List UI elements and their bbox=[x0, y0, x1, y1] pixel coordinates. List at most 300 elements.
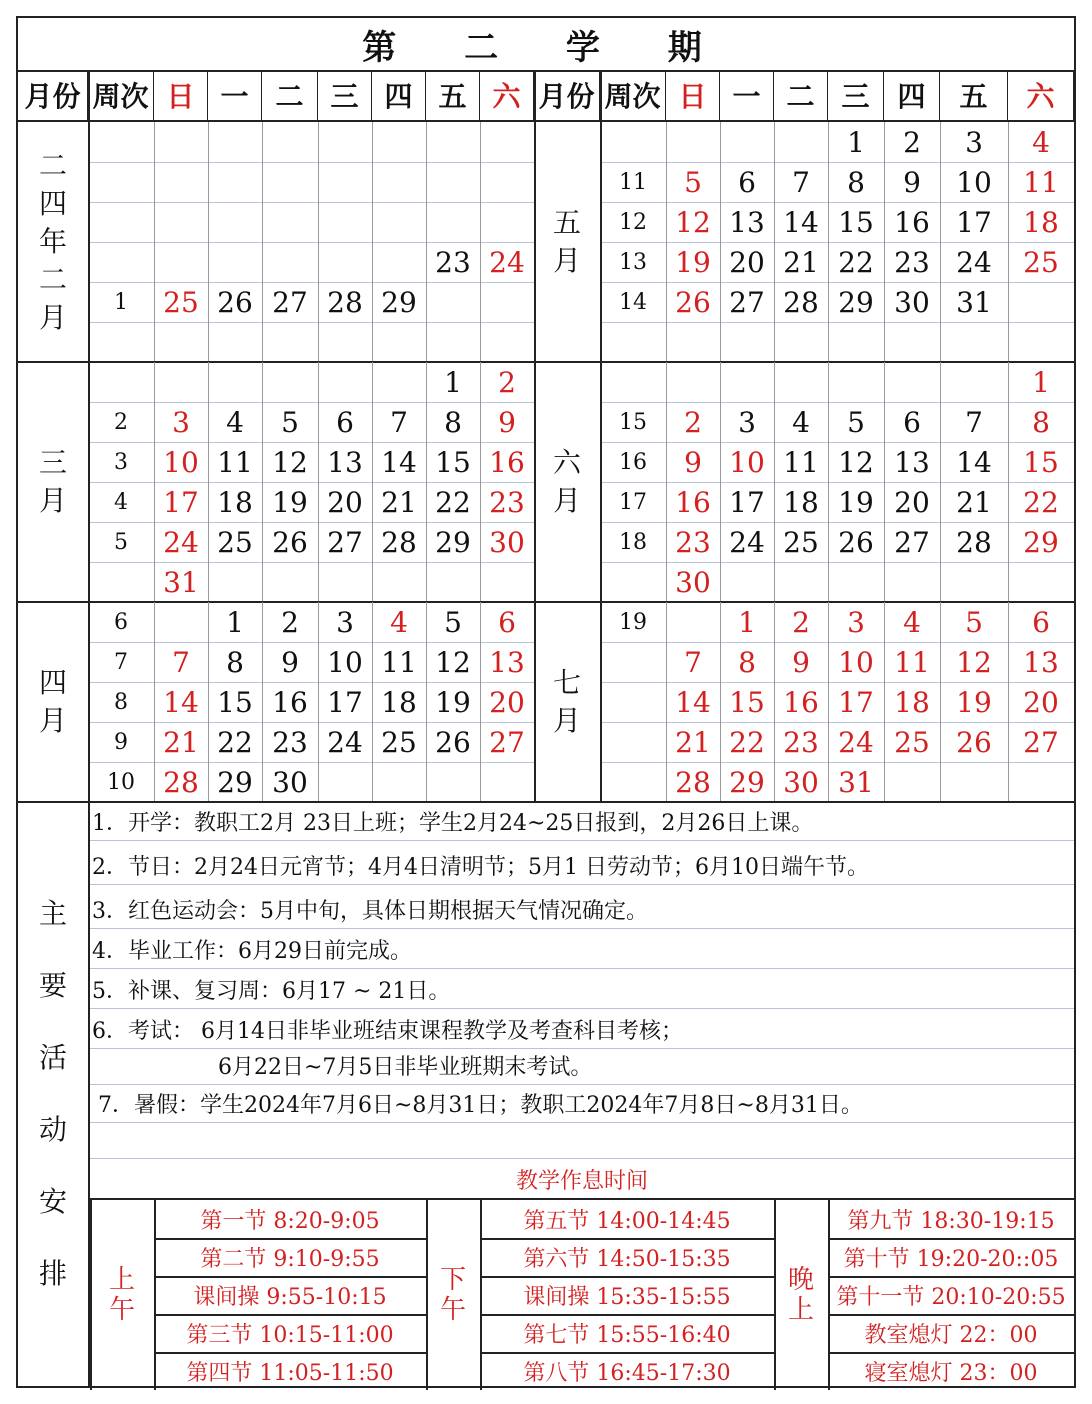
month-label-char: 七 bbox=[552, 666, 581, 699]
week-number: 12 bbox=[619, 209, 647, 235]
day-cell bbox=[154, 322, 208, 362]
day-cell: 25 bbox=[217, 525, 253, 559]
day-cell bbox=[208, 202, 262, 242]
week-number: 9 bbox=[114, 729, 128, 755]
schedule-entry: 第九节 18:30-19:15 bbox=[847, 1208, 1055, 1234]
day-cell: 17 bbox=[327, 685, 363, 719]
day-cell bbox=[262, 202, 318, 242]
day-cell: 11 bbox=[783, 445, 819, 479]
day-cell: 29 bbox=[217, 765, 253, 799]
week-number bbox=[88, 322, 154, 362]
grid-line bbox=[534, 362, 536, 602]
day-cell: 10 bbox=[163, 445, 199, 479]
day-cell bbox=[720, 362, 774, 402]
grid-line bbox=[154, 1352, 426, 1354]
day-cell bbox=[480, 162, 534, 202]
grid-line bbox=[18, 801, 1074, 803]
day-cell: 22 bbox=[838, 245, 874, 279]
day-cell bbox=[480, 202, 534, 242]
day-cell bbox=[372, 562, 426, 602]
day-cell: 15 bbox=[1023, 445, 1059, 479]
week-number: 17 bbox=[619, 489, 647, 515]
day-cell bbox=[262, 242, 318, 282]
day-cell: 29 bbox=[838, 285, 874, 319]
grid-line bbox=[666, 122, 667, 362]
day-cell: 27 bbox=[272, 285, 308, 319]
day-cell: 30 bbox=[675, 565, 711, 599]
grid-line bbox=[600, 682, 1074, 683]
day-cell: 6 bbox=[903, 405, 921, 439]
grid-line bbox=[600, 122, 602, 362]
grid-line bbox=[720, 122, 721, 362]
day-cell: 17 bbox=[838, 685, 874, 719]
day-cell bbox=[426, 762, 480, 802]
grid-line bbox=[90, 928, 1074, 929]
grid-line bbox=[600, 602, 602, 802]
schedule-entry: 第一节 8:20-9:05 bbox=[200, 1208, 380, 1234]
day-cell: 22 bbox=[729, 725, 765, 759]
header-day-left-4: 四 bbox=[372, 70, 426, 122]
week-number bbox=[600, 722, 666, 762]
day-cell bbox=[372, 762, 426, 802]
month-label-char: 月 bbox=[552, 704, 581, 737]
grid-line bbox=[480, 122, 481, 362]
day-cell bbox=[372, 362, 426, 402]
day-cell bbox=[720, 122, 774, 162]
day-cell: 10 bbox=[327, 645, 363, 679]
day-cell: 23 bbox=[675, 525, 711, 559]
day-cell: 16 bbox=[894, 205, 930, 239]
activities-label-char: 主 bbox=[38, 897, 67, 930]
month-label-char: 五 bbox=[552, 206, 581, 239]
day-cell: 23 bbox=[435, 245, 471, 279]
header-day-left-1: 一 bbox=[208, 70, 262, 122]
grid-line bbox=[262, 362, 263, 602]
grid-line bbox=[372, 602, 373, 802]
day-cell: 1 bbox=[738, 605, 756, 639]
day-cell bbox=[426, 162, 480, 202]
day-cell bbox=[1008, 282, 1074, 322]
grid-line bbox=[600, 70, 602, 122]
grid-line bbox=[426, 602, 427, 802]
day-cell: 27 bbox=[489, 725, 525, 759]
week-number: 18 bbox=[619, 529, 647, 555]
month-label-char: 二 bbox=[38, 149, 67, 182]
day-cell: 27 bbox=[729, 285, 765, 319]
day-cell: 18 bbox=[894, 685, 930, 719]
grid-line bbox=[828, 1276, 1074, 1278]
day-cell: 10 bbox=[956, 165, 992, 199]
day-cell: 11 bbox=[217, 445, 253, 479]
day-cell: 1 bbox=[847, 125, 865, 159]
day-cell bbox=[720, 562, 774, 602]
day-cell: 7 bbox=[684, 645, 702, 679]
day-cell bbox=[940, 762, 1008, 802]
schedule-entry: 第二节 9:10-9:55 bbox=[200, 1246, 380, 1272]
day-cell bbox=[1008, 762, 1074, 802]
header-day-right-6: 六 bbox=[1008, 70, 1074, 122]
grid-line bbox=[318, 602, 319, 802]
grid-line bbox=[90, 968, 1074, 969]
day-cell: 15 bbox=[435, 445, 471, 479]
day-cell bbox=[666, 122, 720, 162]
header-day-left-0: 日 bbox=[154, 70, 208, 122]
activity-note: 5．补课、复习周：6月17 ~ 21日。 bbox=[92, 979, 451, 1004]
schedule-entry: 寝室熄灯 23：00 bbox=[864, 1360, 1038, 1386]
day-cell: 15 bbox=[217, 685, 253, 719]
grid-line bbox=[720, 602, 721, 802]
grid-line bbox=[666, 602, 667, 802]
week-number bbox=[88, 162, 154, 202]
day-cell: 7 bbox=[792, 165, 810, 199]
week-number bbox=[600, 122, 666, 162]
month-label-char: 年 bbox=[38, 225, 67, 258]
day-cell: 24 bbox=[327, 725, 363, 759]
week-number bbox=[88, 242, 154, 282]
month-label-char: 月 bbox=[38, 301, 67, 334]
schedule-label-char: 上 bbox=[108, 1265, 135, 1295]
day-cell: 13 bbox=[327, 445, 363, 479]
day-cell: 2 bbox=[281, 605, 299, 639]
schedule-entry: 课间操 15:35-15:55 bbox=[523, 1284, 731, 1310]
day-cell bbox=[208, 242, 262, 282]
day-cell: 28 bbox=[163, 765, 199, 799]
page-title: 第 二 学 期 bbox=[18, 18, 1074, 72]
day-cell bbox=[208, 322, 262, 362]
day-cell bbox=[262, 562, 318, 602]
day-cell: 28 bbox=[381, 525, 417, 559]
month-label-right-0 bbox=[534, 122, 600, 362]
day-cell: 14 bbox=[956, 445, 992, 479]
day-cell bbox=[318, 122, 372, 162]
day-cell: 13 bbox=[894, 445, 930, 479]
day-cell: 19 bbox=[675, 245, 711, 279]
grid-line bbox=[88, 362, 90, 602]
day-cell: 19 bbox=[838, 485, 874, 519]
day-cell bbox=[666, 322, 720, 362]
day-cell bbox=[666, 362, 720, 402]
activity-note: 7．暑假：学生2024年7月6日~8月31日；教职工2024年7月8日~8月31日。 bbox=[98, 1093, 863, 1118]
day-cell: 26 bbox=[435, 725, 471, 759]
grid-line bbox=[828, 1352, 1074, 1354]
day-cell bbox=[480, 282, 534, 322]
day-cell bbox=[480, 122, 534, 162]
grid-line bbox=[600, 362, 602, 602]
day-cell bbox=[774, 362, 828, 402]
week-number: 4 bbox=[114, 489, 128, 515]
month-label-left-2 bbox=[18, 602, 88, 802]
day-cell: 5 bbox=[847, 405, 865, 439]
day-cell bbox=[426, 202, 480, 242]
day-cell: 14 bbox=[163, 685, 199, 719]
week-number: 7 bbox=[114, 649, 128, 675]
day-cell: 28 bbox=[327, 285, 363, 319]
grid-line bbox=[480, 1276, 774, 1278]
grid-line bbox=[88, 70, 90, 122]
day-cell: 6 bbox=[1032, 605, 1050, 639]
schedule-label-char: 午 bbox=[439, 1295, 466, 1325]
header-day-right-4: 四 bbox=[884, 70, 940, 122]
day-cell: 28 bbox=[956, 525, 992, 559]
day-cell: 24 bbox=[838, 725, 874, 759]
day-cell: 11 bbox=[1023, 165, 1059, 199]
day-cell: 28 bbox=[675, 765, 711, 799]
grid-line bbox=[88, 602, 90, 802]
day-cell: 8 bbox=[847, 165, 865, 199]
day-cell bbox=[372, 202, 426, 242]
day-cell bbox=[154, 242, 208, 282]
month-label-char: 六 bbox=[552, 446, 581, 479]
grid-line bbox=[534, 602, 536, 802]
grid-line bbox=[90, 1048, 1074, 1049]
day-cell bbox=[208, 362, 262, 402]
grid-line bbox=[828, 362, 829, 602]
day-cell bbox=[208, 162, 262, 202]
grid-line bbox=[600, 202, 1074, 203]
day-cell: 31 bbox=[956, 285, 992, 319]
day-cell: 30 bbox=[894, 285, 930, 319]
day-cell: 29 bbox=[1023, 525, 1059, 559]
header-day-left-3: 三 bbox=[318, 70, 372, 122]
schedule-entry: 课间操 9:55-10:15 bbox=[193, 1284, 387, 1310]
grid-line bbox=[154, 602, 155, 802]
schedule-entry: 第十节 19:20-20::05 bbox=[843, 1246, 1059, 1272]
header-week-left: 周次 bbox=[88, 70, 154, 122]
day-cell: 1 bbox=[226, 605, 244, 639]
schedule-entry: 第十一节 20:10-20:55 bbox=[836, 1284, 1066, 1310]
day-cell: 18 bbox=[381, 685, 417, 719]
week-number bbox=[600, 682, 666, 722]
day-cell: 3 bbox=[172, 405, 190, 439]
schedule-entry: 教室熄灯 22：00 bbox=[864, 1322, 1038, 1348]
grid-line bbox=[600, 482, 1074, 483]
grid-line bbox=[534, 70, 536, 122]
week-number: 2 bbox=[114, 409, 128, 435]
day-cell: 10 bbox=[838, 645, 874, 679]
day-cell: 12 bbox=[272, 445, 308, 479]
month-label-char: 四 bbox=[38, 666, 67, 699]
day-cell: 26 bbox=[675, 285, 711, 319]
day-cell: 12 bbox=[435, 645, 471, 679]
day-cell bbox=[884, 362, 940, 402]
day-cell: 6 bbox=[498, 605, 516, 639]
day-cell: 9 bbox=[792, 645, 810, 679]
day-cell: 26 bbox=[272, 525, 308, 559]
activities-label-char: 排 bbox=[38, 1257, 67, 1290]
day-cell bbox=[154, 202, 208, 242]
day-cell bbox=[884, 562, 940, 602]
activities-label-char: 安 bbox=[38, 1185, 67, 1218]
day-cell bbox=[774, 322, 828, 362]
day-cell: 4 bbox=[226, 405, 244, 439]
week-number bbox=[600, 322, 666, 362]
week-number bbox=[88, 202, 154, 242]
day-cell: 20 bbox=[1023, 685, 1059, 719]
activities-label-char: 活 bbox=[38, 1041, 67, 1074]
schedule-label-char: 下 bbox=[439, 1265, 466, 1295]
day-cell: 8 bbox=[444, 405, 462, 439]
activity-note: 6月22日~7月5日非毕业班期末考试。 bbox=[218, 1055, 593, 1080]
day-cell: 21 bbox=[381, 485, 417, 519]
grid-line bbox=[480, 1352, 774, 1354]
schedule-afternoon-label bbox=[426, 1200, 480, 1390]
day-cell: 18 bbox=[783, 485, 819, 519]
day-cell bbox=[208, 122, 262, 162]
day-cell: 23 bbox=[489, 485, 525, 519]
day-cell: 27 bbox=[894, 525, 930, 559]
day-cell: 7 bbox=[390, 405, 408, 439]
grid-line bbox=[88, 122, 90, 362]
day-cell: 22 bbox=[217, 725, 253, 759]
day-cell: 15 bbox=[838, 205, 874, 239]
week-number: 15 bbox=[619, 409, 647, 435]
grid-line bbox=[1008, 122, 1009, 362]
grid-line bbox=[720, 362, 721, 602]
day-cell: 24 bbox=[956, 245, 992, 279]
header-day-right-2: 二 bbox=[774, 70, 828, 122]
day-cell: 17 bbox=[163, 485, 199, 519]
day-cell bbox=[318, 762, 372, 802]
week-number bbox=[88, 562, 154, 602]
day-cell: 19 bbox=[435, 685, 471, 719]
day-cell: 20 bbox=[327, 485, 363, 519]
day-cell bbox=[262, 362, 318, 402]
day-cell bbox=[940, 562, 1008, 602]
day-cell: 8 bbox=[1032, 405, 1050, 439]
schedule-label-char: 上 bbox=[787, 1295, 814, 1325]
header-day-right-1: 一 bbox=[720, 70, 774, 122]
grid-line bbox=[774, 122, 775, 362]
grid-line bbox=[600, 442, 1074, 443]
header-week-right: 周次 bbox=[600, 70, 666, 122]
grid-line bbox=[828, 122, 829, 362]
day-cell bbox=[480, 762, 534, 802]
grid-line bbox=[208, 602, 209, 802]
activity-note: 1．开学：教职工2月 23日上班；学生2月24~25日报到，2月26日上课。 bbox=[92, 811, 814, 836]
day-cell: 27 bbox=[327, 525, 363, 559]
day-cell bbox=[480, 562, 534, 602]
week-number bbox=[88, 122, 154, 162]
day-cell: 30 bbox=[783, 765, 819, 799]
week-number bbox=[600, 642, 666, 682]
grid-line bbox=[940, 122, 941, 362]
day-cell: 12 bbox=[956, 645, 992, 679]
day-cell: 5 bbox=[684, 165, 702, 199]
header-day-right-5: 五 bbox=[940, 70, 1008, 122]
day-cell bbox=[828, 322, 884, 362]
day-cell: 19 bbox=[272, 485, 308, 519]
schedule-evening-label bbox=[774, 1200, 828, 1390]
grid-line bbox=[600, 722, 1074, 723]
day-cell: 16 bbox=[489, 445, 525, 479]
grid-line bbox=[774, 362, 775, 602]
day-cell bbox=[318, 202, 372, 242]
day-cell: 29 bbox=[381, 285, 417, 319]
header-month-left: 月份 bbox=[18, 70, 88, 122]
grid-line bbox=[534, 122, 536, 362]
day-cell bbox=[154, 362, 208, 402]
day-cell: 1 bbox=[444, 365, 462, 399]
grid-line bbox=[318, 122, 319, 362]
day-cell: 20 bbox=[729, 245, 765, 279]
schedule-morning-label bbox=[90, 1200, 154, 1390]
week-number bbox=[600, 562, 666, 602]
day-cell: 11 bbox=[894, 645, 930, 679]
month-label-char: 月 bbox=[38, 484, 67, 517]
schedule-label-char: 晚 bbox=[787, 1265, 814, 1295]
day-cell: 31 bbox=[838, 765, 874, 799]
grid-line bbox=[828, 602, 829, 802]
grid-line bbox=[90, 1084, 1074, 1085]
day-cell bbox=[426, 562, 480, 602]
day-cell bbox=[372, 122, 426, 162]
activity-note: 3．红色运动会：5月中旬，具体日期根据天气情况确定。 bbox=[92, 899, 648, 924]
day-cell: 16 bbox=[783, 685, 819, 719]
schedule-entry: 第三节 10:15-11:00 bbox=[186, 1322, 394, 1348]
day-cell: 14 bbox=[783, 205, 819, 239]
grid-line bbox=[600, 282, 1074, 283]
grid-line bbox=[426, 1198, 428, 1390]
grid-line bbox=[154, 1238, 426, 1240]
day-cell: 10 bbox=[729, 445, 765, 479]
grid-line bbox=[154, 1314, 426, 1316]
grid-line bbox=[262, 122, 263, 362]
day-cell: 24 bbox=[489, 245, 525, 279]
day-cell: 24 bbox=[729, 525, 765, 559]
week-number: 6 bbox=[114, 609, 128, 635]
day-cell: 25 bbox=[1023, 245, 1059, 279]
day-cell bbox=[262, 162, 318, 202]
week-number: 19 bbox=[619, 609, 647, 635]
grid-line bbox=[480, 1314, 774, 1316]
schedule-entry: 第六节 14:50-15:35 bbox=[523, 1246, 731, 1272]
day-cell: 6 bbox=[738, 165, 756, 199]
day-cell bbox=[940, 362, 1008, 402]
schedule-entry: 第五节 14:00-14:45 bbox=[523, 1208, 731, 1234]
week-number bbox=[88, 362, 154, 402]
grid-line bbox=[154, 122, 155, 362]
month-label-char: 二 bbox=[38, 263, 67, 296]
day-cell: 9 bbox=[684, 445, 702, 479]
day-cell: 17 bbox=[956, 205, 992, 239]
grid-line bbox=[208, 122, 209, 362]
day-cell: 3 bbox=[847, 605, 865, 639]
week-number: 8 bbox=[114, 689, 128, 715]
week-number: 5 bbox=[114, 529, 128, 555]
grid-line bbox=[600, 522, 1074, 523]
day-cell: 8 bbox=[738, 645, 756, 679]
week-number bbox=[600, 762, 666, 802]
grid-line bbox=[774, 1198, 776, 1390]
grid-line bbox=[318, 362, 319, 602]
header-day-left-5: 五 bbox=[426, 70, 480, 122]
day-cell: 12 bbox=[838, 445, 874, 479]
month-label-right-1 bbox=[534, 362, 600, 602]
activity-note: 6．考试： 6月14日非毕业班结束课程教学及考查科目考核； bbox=[92, 1019, 683, 1044]
day-cell bbox=[426, 322, 480, 362]
day-cell bbox=[154, 602, 208, 642]
day-cell: 9 bbox=[281, 645, 299, 679]
schedule-entry: 第八节 16:45-17:30 bbox=[523, 1360, 731, 1386]
header-month-right: 月份 bbox=[534, 70, 600, 122]
day-cell: 12 bbox=[675, 205, 711, 239]
day-cell: 3 bbox=[336, 605, 354, 639]
day-cell: 22 bbox=[1023, 485, 1059, 519]
day-cell: 17 bbox=[729, 485, 765, 519]
grid-line bbox=[372, 362, 373, 602]
day-cell: 2 bbox=[684, 405, 702, 439]
day-cell bbox=[208, 562, 262, 602]
